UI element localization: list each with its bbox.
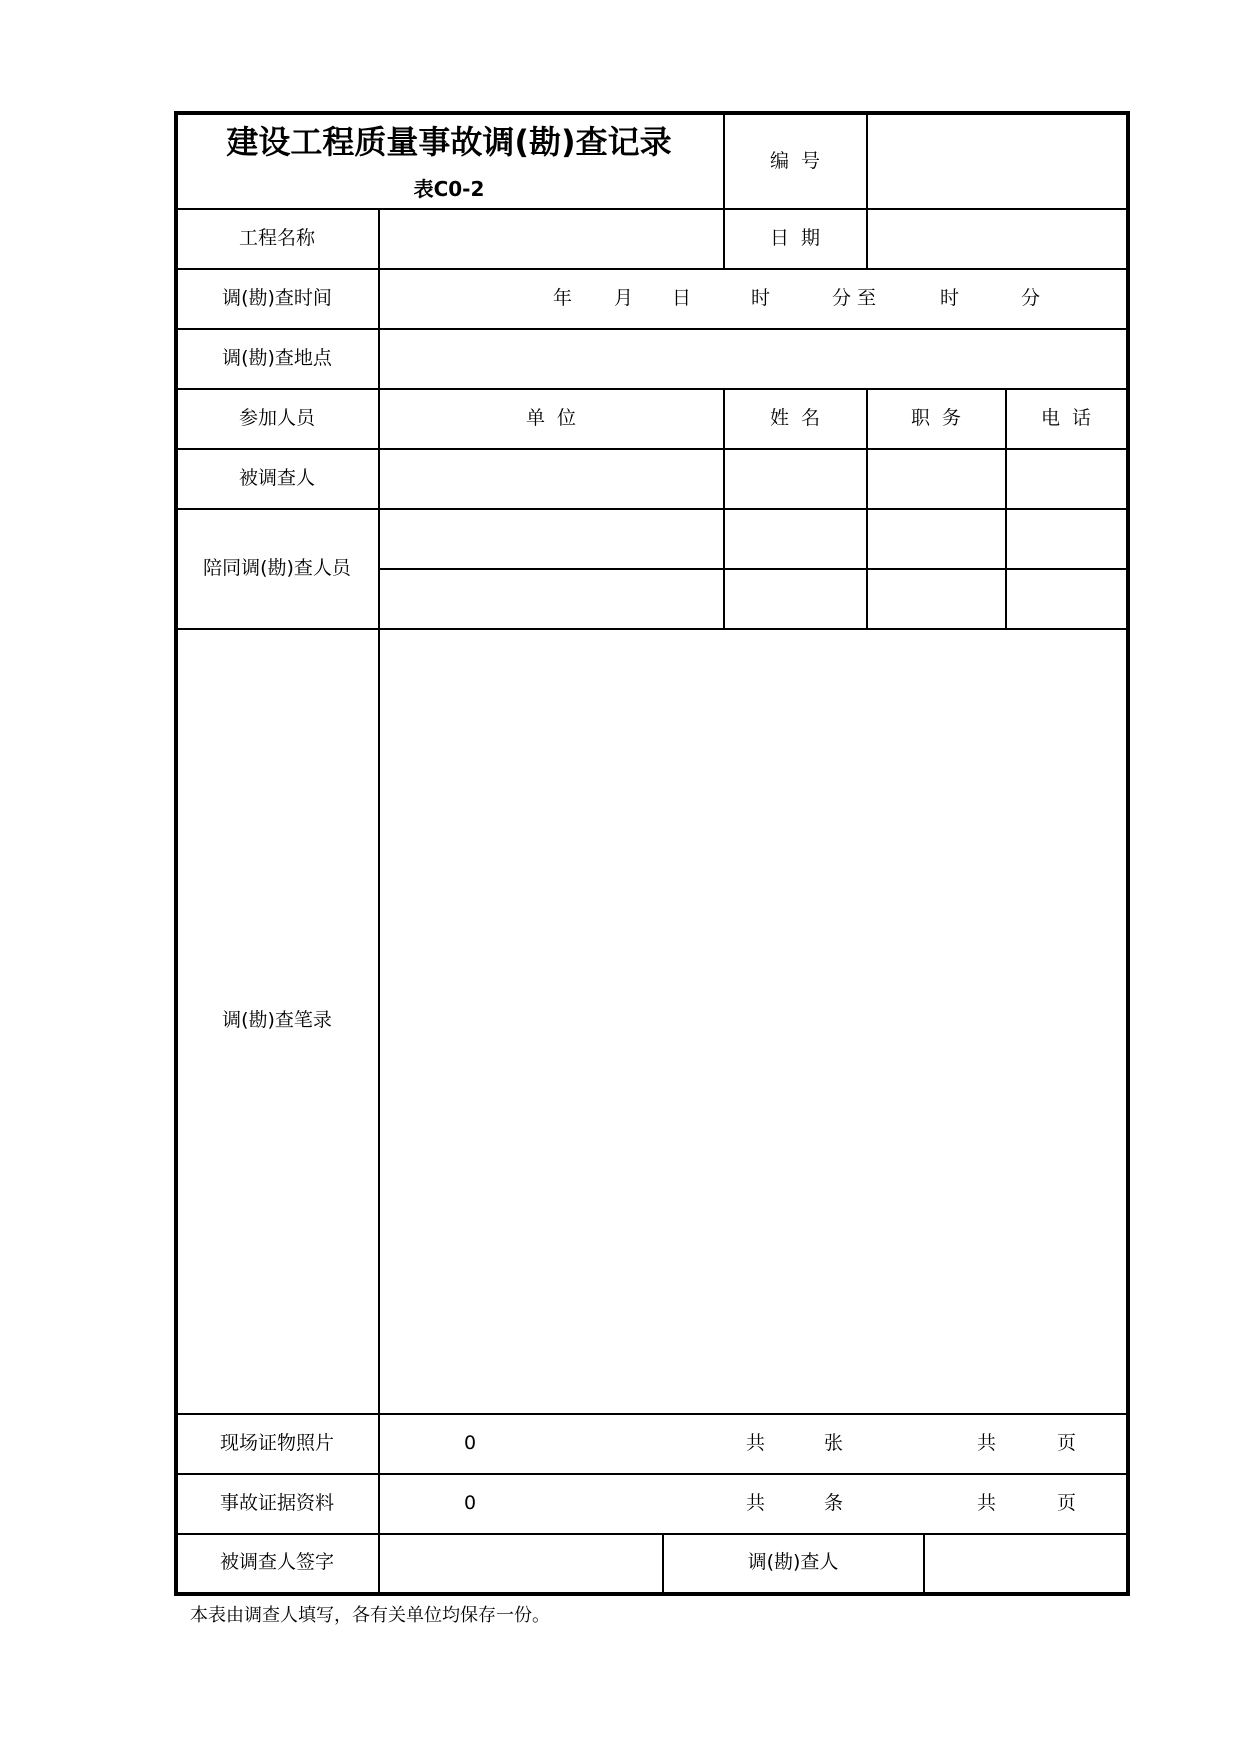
- survey-time-hour2: 时: [940, 287, 960, 309]
- footnote: 本表由调查人填写，各有关单位均保存一份。: [190, 1605, 550, 1626]
- evidence-total-label: 共: [746, 1492, 766, 1514]
- row-line: [176, 388, 1128, 390]
- evidence-pages-total-label: 共: [977, 1492, 997, 1514]
- accompanying-position-field-1[interactable]: [870, 512, 1003, 566]
- respondent-signature-field[interactable]: [382, 1537, 660, 1590]
- respondent-label: 被调查人: [238, 467, 316, 489]
- investigator-label: 调(勘)查人: [747, 1551, 839, 1573]
- photos-pages-total-label: 共: [977, 1432, 997, 1454]
- accompanying-unit-field-1[interactable]: [382, 512, 721, 566]
- survey-time-month: 月: [614, 287, 634, 309]
- col-unit-header: 单 位: [525, 407, 577, 429]
- date-field[interactable]: [870, 212, 1124, 266]
- column-line: [866, 115, 868, 208]
- accompanying-phone-field-1[interactable]: [1009, 512, 1124, 566]
- column-line: [1005, 388, 1007, 628]
- respondent-signature-label: 被调查人签字: [219, 1551, 335, 1573]
- photos-unit-label: 张: [824, 1432, 844, 1454]
- row-line: [176, 328, 1128, 330]
- respondent-phone-field[interactable]: [1009, 452, 1124, 506]
- project-name-field[interactable]: [382, 212, 721, 266]
- column-line: [866, 208, 868, 268]
- row-line: [176, 628, 1128, 630]
- serial-no-field[interactable]: [870, 117, 1124, 206]
- row-line: [380, 568, 1128, 570]
- column-line: [923, 1533, 925, 1592]
- photos-label: 现场证物照片: [219, 1432, 335, 1454]
- project-name-label: 工程名称: [238, 227, 316, 249]
- row-line: [176, 1473, 1128, 1475]
- column-line: [723, 208, 725, 268]
- evidence-value: 0: [464, 1492, 477, 1514]
- col-name-header: 姓 名: [769, 407, 821, 429]
- evidence-label: 事故证据资料: [219, 1492, 335, 1514]
- accompanying-position-field-2[interactable]: [870, 572, 1003, 626]
- col-position-header: 职 务: [910, 407, 962, 429]
- survey-place-label: 调(勘)查地点: [222, 347, 332, 369]
- survey-time-day: 日: [672, 287, 692, 309]
- serial-no-label: 编 号: [769, 150, 821, 172]
- survey-time-year: 年: [553, 287, 573, 309]
- investigator-signature-field[interactable]: [927, 1537, 1124, 1590]
- photos-total-label: 共: [746, 1432, 766, 1454]
- survey-time-label: 调(勘)查时间: [222, 287, 332, 309]
- survey-time-minute2: 分: [1021, 287, 1041, 309]
- row-line: [176, 1413, 1128, 1415]
- accompanying-name-field-2[interactable]: [727, 572, 864, 626]
- column-line: [866, 388, 868, 628]
- respondent-name-field[interactable]: [727, 452, 864, 506]
- row-line: [176, 1533, 1128, 1535]
- notes-field[interactable]: [382, 632, 1124, 1411]
- accompanying-name-field-1[interactable]: [727, 512, 864, 566]
- form-code: 表C0-2: [413, 177, 485, 201]
- form-title: 建设工程质量事故调(勘)查记录: [226, 123, 672, 161]
- column-line: [723, 115, 725, 208]
- column-line: [723, 388, 725, 628]
- evidence-pages-unit-label: 页: [1057, 1492, 1077, 1514]
- accompanying-label: 陪同调(勘)查人员: [203, 557, 351, 579]
- row-line: [176, 268, 1128, 270]
- row-line: [176, 448, 1128, 450]
- column-line: [662, 1533, 664, 1592]
- respondent-unit-field[interactable]: [382, 452, 721, 506]
- accompanying-unit-field-2[interactable]: [382, 572, 721, 626]
- photos-pages-unit-label: 页: [1057, 1432, 1077, 1454]
- respondent-position-field[interactable]: [870, 452, 1003, 506]
- photos-value: 0: [464, 1432, 477, 1454]
- survey-place-field[interactable]: [382, 332, 1124, 386]
- notes-label: 调(勘)查笔录: [222, 1009, 332, 1031]
- row-line: [176, 208, 1128, 210]
- row-line: [176, 508, 1128, 510]
- column-line: [378, 208, 380, 1592]
- survey-time-minute-to: 分 至: [832, 287, 877, 309]
- evidence-unit-label: 条: [824, 1492, 844, 1514]
- col-phone-header: 电 话: [1040, 407, 1092, 429]
- survey-time-hour: 时: [751, 287, 771, 309]
- participants-label: 参加人员: [238, 407, 316, 429]
- accompanying-phone-field-2[interactable]: [1009, 572, 1124, 626]
- date-label: 日 期: [769, 227, 821, 249]
